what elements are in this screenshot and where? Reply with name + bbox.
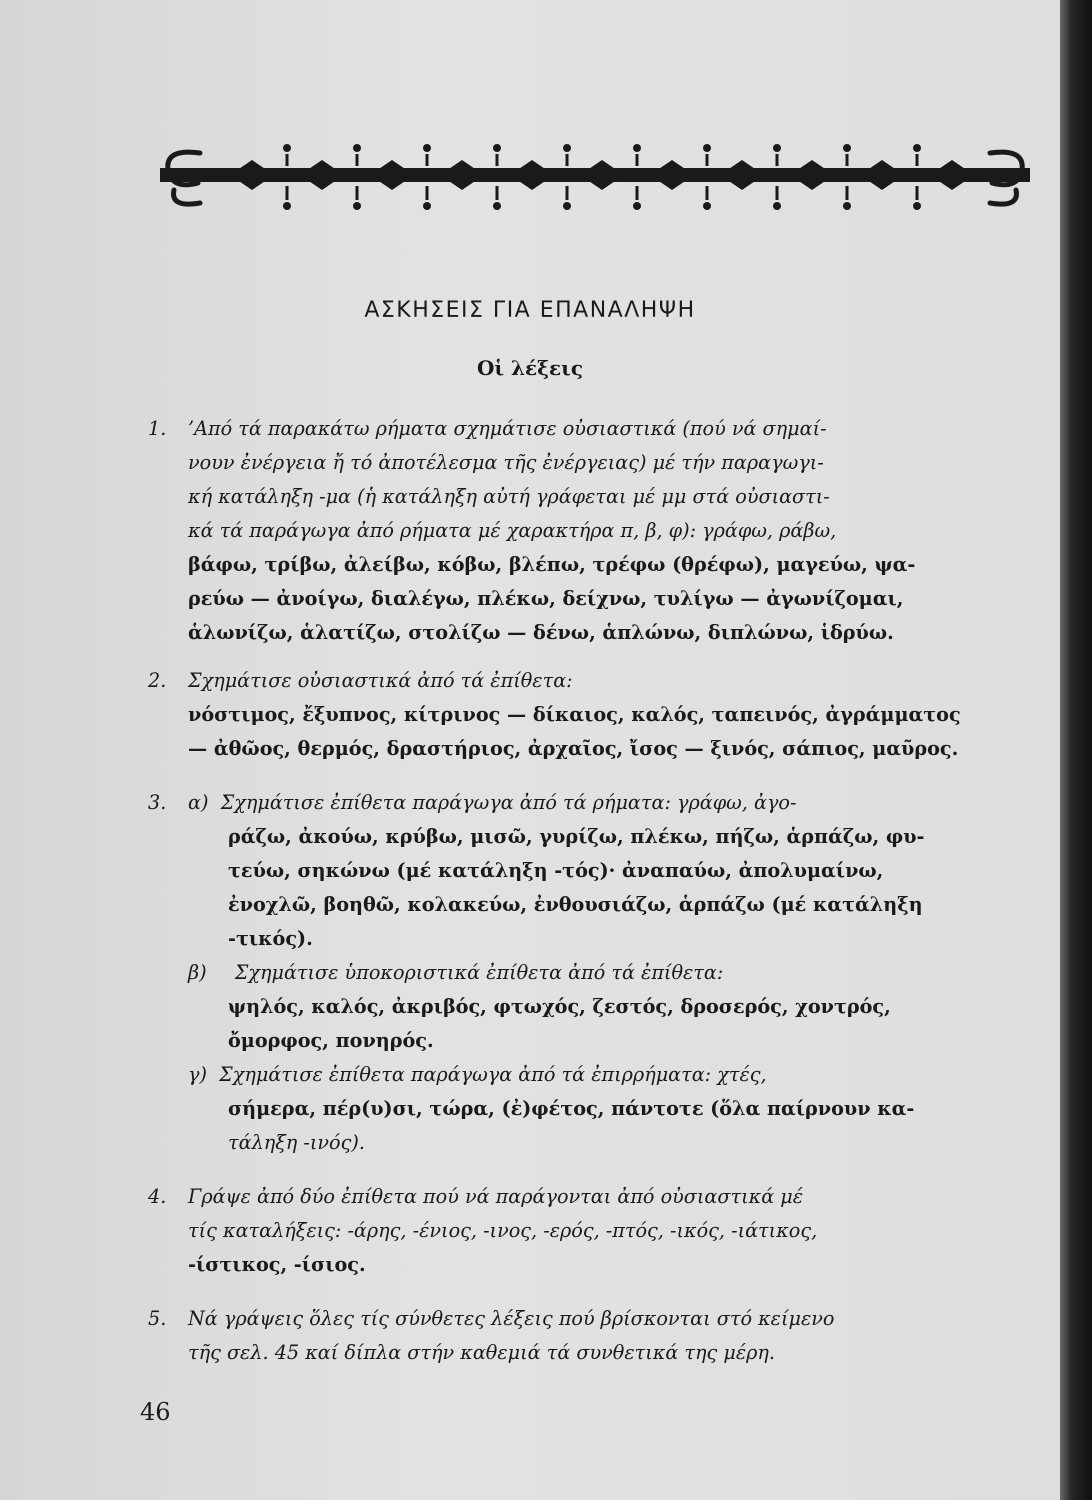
exercise-word-list: τεύω, σηκώνω (μέ κατάληξη -τός)· ἀναπαύω, ἀπολυμαίνω, <box>228 859 884 882</box>
exercise-text-line: Σχημάτισε οὐσιαστικά ἀπό τά ἐπίθετα: <box>188 669 573 692</box>
exercise-word-list: ὄμορφος, πονηρός. <box>228 1029 434 1052</box>
book-spine <box>1060 0 1092 1500</box>
exercise-text-line: κή κατάληξη -μα (ἡ κατάληξη αὐτή γράφεται μέ μμ στά οὐσιαστι- <box>188 485 830 508</box>
exercise-word-list: ράζω, ἀκούω, κρύβω, μισῶ, γυρίζω, πλέκω, πήζω, ἁρπάζω, φυ- <box>228 825 925 848</box>
exercise-word-list: ἐνοχλῶ, βοηθῶ, κολακεύω, ἐνθουσιάζω, ἁρπάζω (μέ κατάληξη <box>228 893 923 916</box>
exercise-number: 4. <box>148 1185 167 1208</box>
exercise-text-line: Νά γράψεις ὅλες τίς σύνθετες λέξεις πού βρίσκονται στό κείμενο <box>188 1307 835 1330</box>
exercise-2 <box>148 664 1024 766</box>
exercise-number: 5. <box>148 1307 167 1330</box>
exercise-word-list: — ἀθῶος, θερμός, δραστήριος, ἀρχαῖος, ἴσος — ξινός, σάπιος, μαῦρος. <box>188 737 959 760</box>
exercise-text-line: Γράψε ἀπό δύο ἐπίθετα πού νά παράγονται ἀπό οὐσιαστικά μέ <box>188 1185 804 1208</box>
decorative-ornament-band <box>160 128 1030 228</box>
exercise-word-list: -τικός). <box>228 927 313 950</box>
exercise-word-list: νόστιμος, ἔξυπνος, κίτρινος — δίκαιος, καλός, ταπεινός, ἀγράμματος <box>188 703 961 726</box>
exercise-text-line: τίς καταλήξεις: -άρης, -ένιος, -ινος, -ερός, -πτός, -ικός, -ιάτικος, <box>188 1219 818 1242</box>
exercise-1 <box>148 412 1024 650</box>
exercise-number: 2. <box>148 669 167 692</box>
exercise-4 <box>148 1180 1024 1282</box>
subexercise-label: β) <box>188 961 207 984</box>
exercise-3 <box>148 786 1024 1160</box>
page-number: 46 <box>140 1398 171 1426</box>
section-subtitle: Οἱ λέξεις <box>476 356 584 380</box>
exercise-5 <box>148 1302 1024 1370</box>
exercise-number: 3. <box>148 791 167 814</box>
exercise-number: 1. <box>148 417 167 440</box>
subexercise-label: γ) <box>188 1063 207 1086</box>
exercise-word-list: -ίστικος, -ίσιος. <box>188 1253 366 1276</box>
exercise-word-list: σήμερα, πέρ(υ)σι, τώρα, (ἐ)φέτος, πάντοτε (ὅλα παίρνουν κα- <box>228 1097 915 1120</box>
exercise-text-line: ’Από τά παρακάτω ρήματα σχημάτισε οὐσιαστικά (πού νά σημαί- <box>188 417 827 440</box>
page-title: ΑΣΚΗΣΕΙΣ ΓΙΑ ΕΠΑΝΑΛΗΨΗ <box>364 298 696 323</box>
exercise-text-line: τάληξη -ινός). <box>228 1131 365 1154</box>
exercise-text-line: Σχημάτισε ἐπίθετα παράγωγα ἀπό τά ἐπιρρήματα: χτές, <box>219 1063 767 1086</box>
exercise-word-list: ἁλωνίζω, ἁλατίζω, στολίζω — δένω, ἁπλώνω, διπλώνω, ἱδρύω. <box>188 621 894 644</box>
exercise-word-list: ρεύω — ἀνοίγω, διαλέγω, πλέκω, δείχνω, τυλίγω — ἀγωνίζομαι, <box>188 587 904 610</box>
exercise-word-list: βάφω, τρίβω, ἀλείβω, κόβω, βλέπω, τρέφω (θρέφω), μαγεύω, ψα- <box>188 553 916 576</box>
exercise-text-line: Σχημάτισε ὑποκοριστικά ἐπίθετα ἀπό τά ἐπίθετα: <box>234 961 724 984</box>
exercise-text-line: τῆς σελ. 45 καί δίπλα στήν καθεμιά τά συνθετικά της μέρη. <box>188 1341 776 1364</box>
subexercise-label: α) <box>188 791 209 814</box>
exercise-text-line: κά τά παράγωγα ἀπό ρήματα μέ χαρακτήρα π, β, φ): γράφω, ράβω, <box>188 519 837 542</box>
exercise-text-line: Σχημάτισε ἐπίθετα παράγωγα ἀπό τά ρήματα: γράφω, ἀγο- <box>220 791 797 814</box>
exercise-text-line: νουν ἐνέργεια ἤ τό ἀποτέλεσμα τῆς ἐνέργειας) μέ τήν παραγωγι- <box>188 451 824 474</box>
exercise-word-list: ψηλός, καλός, ἀκριβός, φτωχός, ζεστός, δροσερός, χοντρός, <box>228 995 891 1018</box>
